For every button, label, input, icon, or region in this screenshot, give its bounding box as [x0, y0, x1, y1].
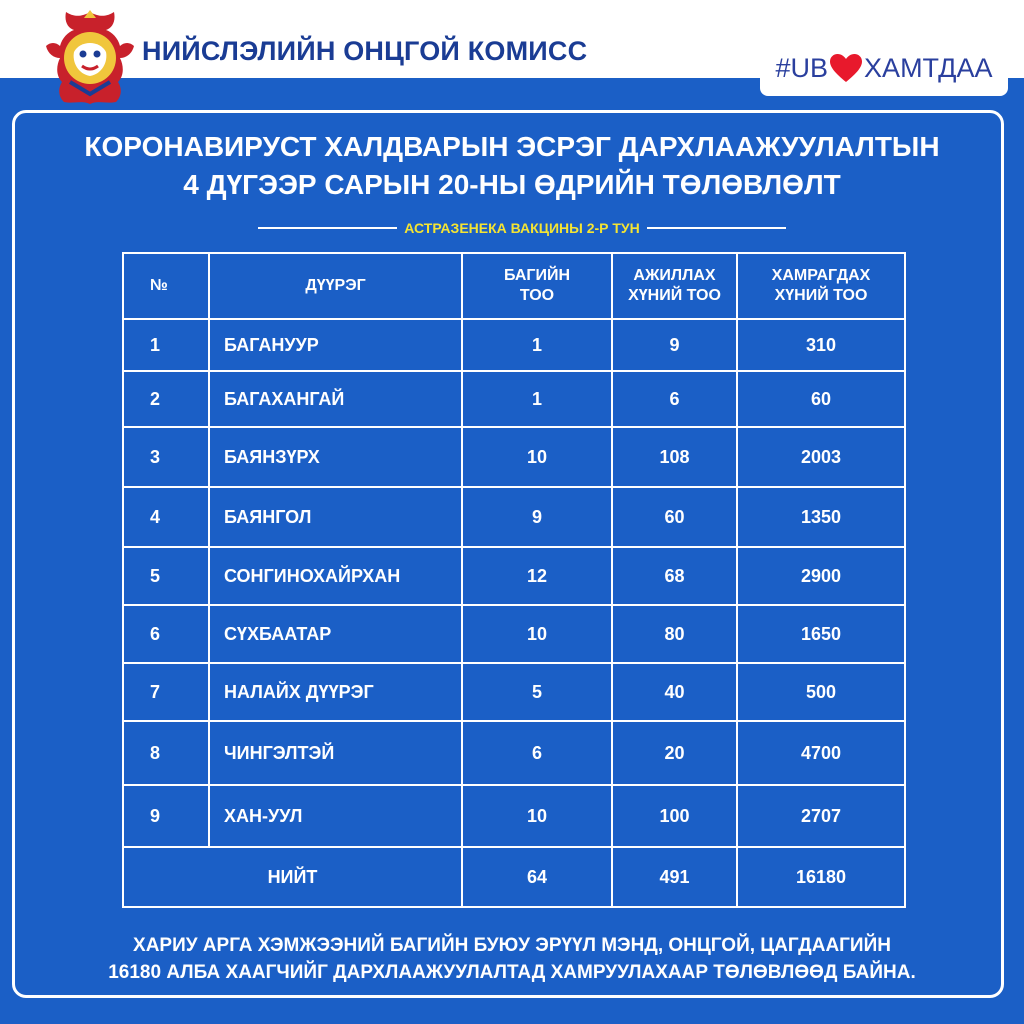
cell-no: 9 [123, 785, 209, 847]
table-row [123, 785, 905, 847]
vaccination-table [122, 252, 906, 908]
header-district: ДҮҮРЭГ [209, 253, 462, 319]
cell-district: БАГАНУУР [209, 319, 462, 371]
header-staff [612, 253, 737, 319]
cell-staff: 40 [612, 663, 737, 721]
header-teams [462, 253, 612, 319]
cell-staff: 68 [612, 547, 737, 605]
cell-district: СҮХБААТАР [209, 605, 462, 663]
total-label: НИЙТ [123, 847, 462, 907]
cell-no: 4 [123, 487, 209, 547]
header-covered [737, 253, 905, 319]
cell-district: СОНГИНОХАЙРХАН [209, 547, 462, 605]
cell-teams: 9 [462, 487, 612, 547]
cell-covered: 1650 [737, 605, 905, 663]
table-row [123, 605, 905, 663]
subtitle-divider-right [647, 227, 786, 229]
table-row [123, 487, 905, 547]
cell-district: НАЛАЙХ ДҮҮРЭГ [209, 663, 462, 721]
subtitle-divider-left [258, 227, 397, 229]
total-staff: 491 [612, 847, 737, 907]
cell-staff: 100 [612, 785, 737, 847]
header-no: № [123, 253, 209, 319]
cell-covered: 4700 [737, 721, 905, 785]
subtitle-row [258, 216, 786, 240]
cell-teams: 10 [462, 785, 612, 847]
table-row [123, 721, 905, 785]
main-title-line2: 4 ДҮГЭЭР САРЫН 20-НЫ ӨДРИЙН ТӨЛӨВЛӨЛТ [183, 169, 841, 200]
cell-district: БАГАХАНГАЙ [209, 371, 462, 427]
cell-covered: 310 [737, 319, 905, 371]
footer-line2: 16180 АЛБА ХААГЧИЙГ ДАРХЛААЖУУЛАЛТАД ХАМРУУЛАХААР ТӨЛӨВЛӨӨД БАЙНА. [108, 962, 916, 983]
cell-district: ХАН-УУЛ [209, 785, 462, 847]
cell-no: 3 [123, 427, 209, 487]
cell-teams: 10 [462, 427, 612, 487]
cell-covered: 1350 [737, 487, 905, 547]
city-emblem-icon [40, 8, 140, 108]
main-title [0, 128, 1024, 204]
hashtag-badge [760, 40, 1008, 96]
cell-district: БАЯНЗҮРХ [209, 427, 462, 487]
table-header-row [123, 253, 905, 319]
total-covered: 16180 [737, 847, 905, 907]
cell-covered: 2900 [737, 547, 905, 605]
cell-covered: 2003 [737, 427, 905, 487]
cell-staff: 108 [612, 427, 737, 487]
org-title: НИЙСЛЭЛИЙН ОНЦГОЙ КОМИСС [142, 36, 588, 66]
cell-staff: 9 [612, 319, 737, 371]
cell-staff: 80 [612, 605, 737, 663]
table-row [123, 371, 905, 427]
cell-teams: 12 [462, 547, 612, 605]
cell-teams: 1 [462, 319, 612, 371]
header-teams-line2: ТОО [519, 287, 555, 304]
cell-no: 5 [123, 547, 209, 605]
table-row [123, 547, 905, 605]
table-row [123, 663, 905, 721]
cell-no: 2 [123, 371, 209, 427]
cell-no: 7 [123, 663, 209, 721]
cell-teams: 6 [462, 721, 612, 785]
cell-staff: 20 [612, 721, 737, 785]
footer-note [0, 932, 1024, 986]
cell-no: 6 [123, 605, 209, 663]
table-total-row [123, 847, 905, 907]
cell-teams: 1 [462, 371, 612, 427]
footer-line1: ХАРИУ АРГА ХЭМЖЭЭНИЙ БАГИЙН БУЮУ ЭРҮҮЛ МЭНД, ОНЦГОЙ, ЦАГДААГИЙН [133, 935, 891, 956]
header-staff-line2: ХҮНИЙ ТОО [628, 287, 721, 304]
cell-covered: 500 [737, 663, 905, 721]
cell-staff: 60 [612, 487, 737, 547]
header-covered-line2: ХҮНИЙ ТОО [774, 287, 868, 304]
cell-staff: 6 [612, 371, 737, 427]
main-title-line1: КОРОНАВИРУСТ ХАЛДВАРЫН ЭСРЭГ ДАРХЛААЖУУЛАЛТЫН [84, 131, 940, 162]
cell-no: 8 [123, 721, 209, 785]
cell-covered: 60 [737, 371, 905, 427]
table-row [123, 427, 905, 487]
header-staff-line1: АЖИЛЛАХ [633, 267, 716, 284]
header-teams-line1: БАГИЙН [503, 267, 571, 284]
subtitle: АСТРАЗЕНЕКА ВАКЦИНЫ 2-Р ТУН [404, 220, 640, 236]
cell-no: 1 [123, 319, 209, 371]
hashtag-prefix: #UB [775, 52, 829, 83]
cell-teams: 5 [462, 663, 612, 721]
cell-covered: 2707 [737, 785, 905, 847]
cell-district: БАЯНГОЛ [209, 487, 462, 547]
heart-icon [829, 53, 863, 83]
total-teams: 64 [462, 847, 612, 907]
table-row [123, 319, 905, 371]
cell-district: ЧИНГЭЛТЭЙ [209, 721, 462, 785]
header-covered-line1: ХАМРАГДАХ [771, 267, 871, 284]
hashtag-suffix: ХАМТДАА [864, 52, 993, 83]
cell-teams: 10 [462, 605, 612, 663]
